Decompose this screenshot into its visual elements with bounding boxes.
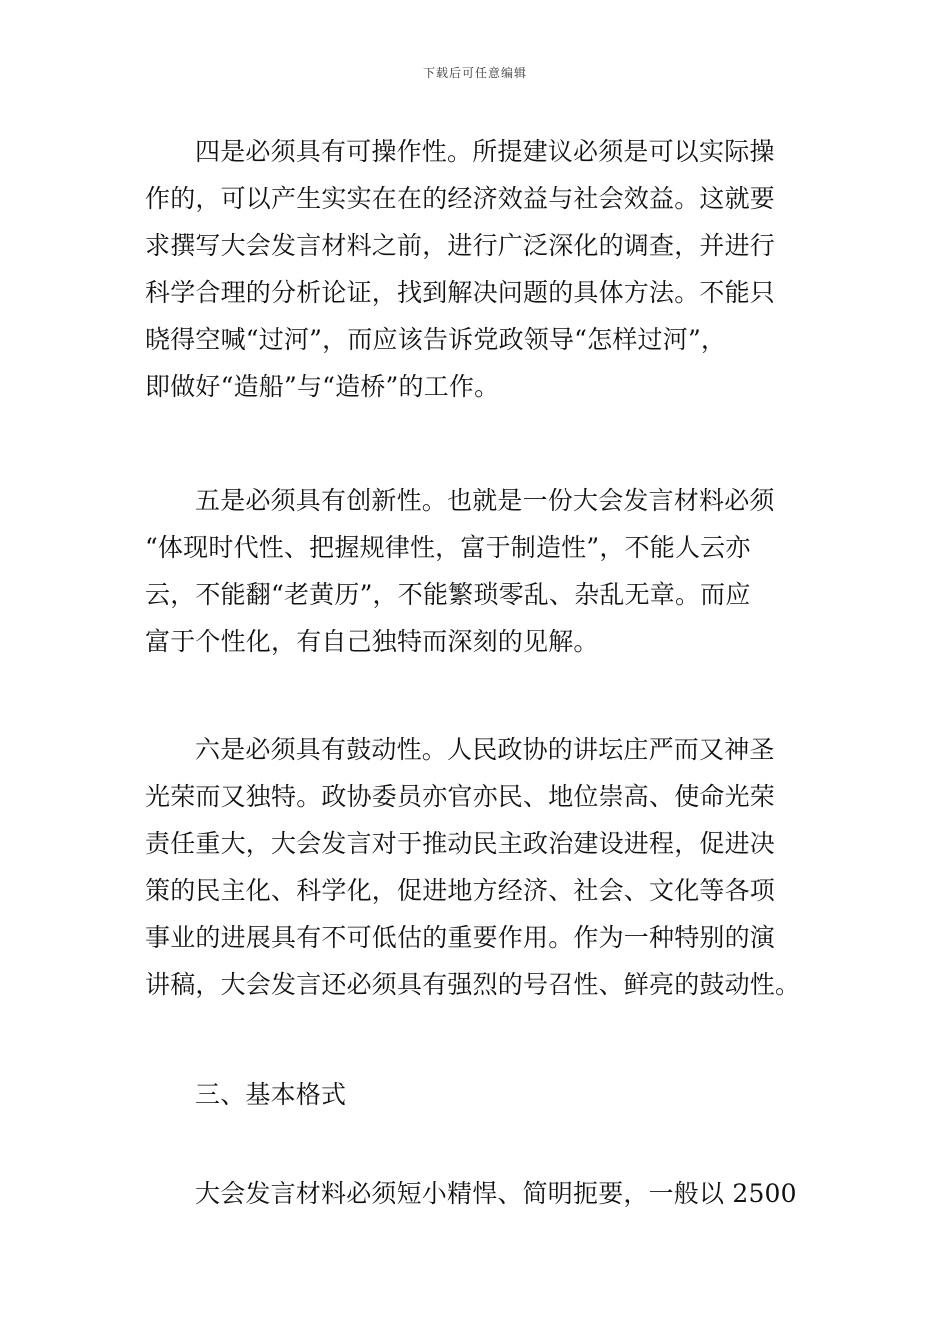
paragraph-line: 讲稿，大会发言还必须具有强烈的号召性、鲜亮的鼓动性。 bbox=[145, 970, 801, 999]
paragraph-line: 大会发言材料必须短小精悍、简明扼要，一般以 2500 bbox=[195, 1179, 797, 1208]
paragraph-line: 即做好“造船”与“造桥”的工作。 bbox=[145, 372, 500, 401]
paragraph-line: 作的，可以产生实实在在的经济效益与社会效益。这就要 bbox=[145, 184, 776, 213]
paragraph-line: 六是必须具有鼓动性。人民政协的讲坛庄严而又神圣 bbox=[195, 735, 775, 764]
paragraph-line: “体现时代性、把握规律性，富于制造性”，不能人云亦 bbox=[145, 533, 751, 562]
paragraph-line: 云，不能翻“老黄历”，不能繁琐零乱、杂乱无章。而应 bbox=[145, 580, 751, 609]
paragraph-line: 光荣而又独特。政协委员亦官亦民、地位崇高、使命光荣 bbox=[145, 782, 776, 811]
paragraph-line: 科学合理的分析论证，找到解决问题的具体方法。不能只 bbox=[145, 278, 776, 307]
paragraph-line: 富于个性化，有自己独特而深刻的见解。 bbox=[145, 627, 599, 656]
paragraph-line: 策的民主化、科学化，促进地方经济、社会、文化等各项 bbox=[145, 876, 776, 905]
paragraph-line: 晓得空喊“过河”，而应该告诉党政领导“怎样过河”， bbox=[145, 325, 727, 354]
paragraph-line: 责任重大，大会发言对于推动民主政治建设进程，促进决 bbox=[145, 829, 776, 858]
section-heading: 三、基本格式 bbox=[195, 1080, 347, 1109]
paragraph-line: 五是必须具有创新性。也就是一份大会发言材料必须 bbox=[195, 486, 775, 515]
paragraph-line: 求撰写大会发言材料之前，进行广泛深化的调查，并进行 bbox=[145, 231, 776, 260]
paragraph-line: 事业的进展具有不可低估的重要作用。作为一种特别的演 bbox=[145, 923, 776, 952]
paragraph-line: 四是必须具有可操作性。所提建议必须是可以实际操 bbox=[195, 137, 775, 166]
page-header: 下载后可任意编辑 bbox=[422, 66, 527, 80]
